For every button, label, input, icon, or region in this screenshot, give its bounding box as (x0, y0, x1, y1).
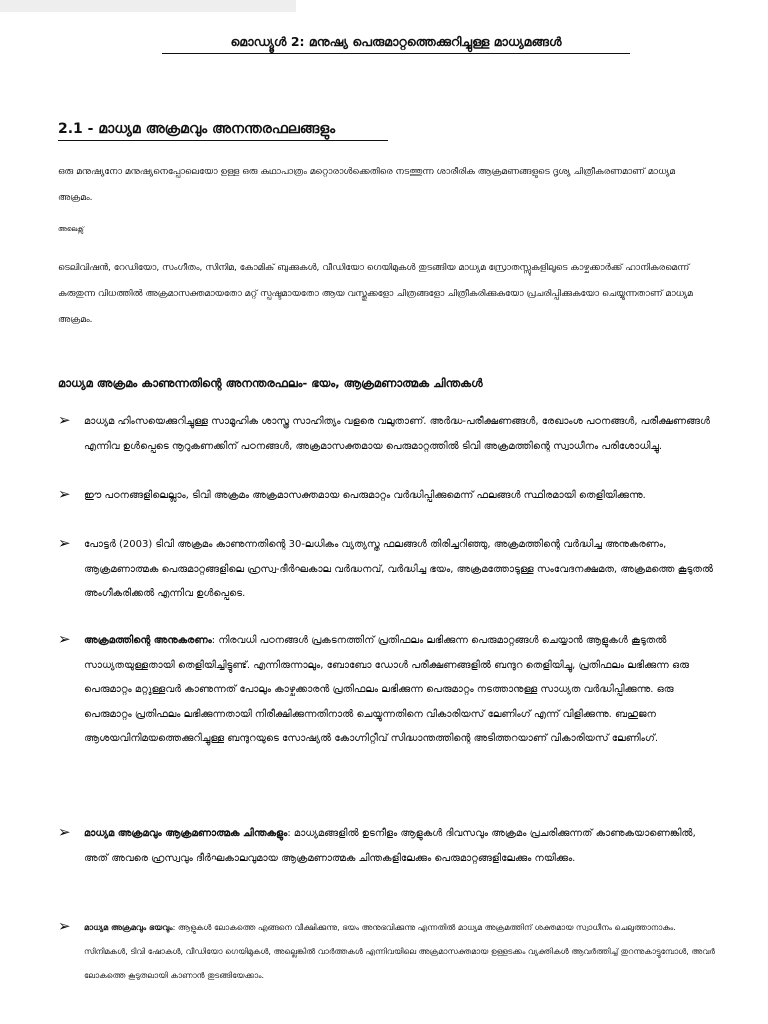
list-item (58, 533, 718, 607)
arrowhead-bullet-icon: ➢ (58, 630, 71, 648)
arrowhead-bullet-icon: ➢ (58, 917, 71, 935)
definition-paragraph: ഒരു മനുഷ്യനോ മനുഷ്യനെപ്പോലെയോ ഉള്ള ഒരു കഥാപാത്രം മറ്റൊരാൾക്കെതിരെ നടത്തുന്ന ശാരീരിക ആക്രമണങ്ങളുടെ ദൃശ്യ ചിത്രീകരണമാണ് മാധ്യമ അക്രമം. (58, 167, 676, 203)
top-left-toolbar-strip (0, 0, 296, 12)
module-title: മൊഡ്യൂൾ 2: മനുഷ്യ പെരുമാറ്റത്തെക്കുറിച്ചുള്ള മാധ്യമങ്ങൾ (162, 34, 630, 54)
list-item (58, 629, 718, 752)
bullet-text: : ആളുകൾ ലോകത്തെ എങ്ങനെ വീക്ഷിക്കുന്നു, ഭയം അനുഭവിക്കുന്നു എന്നതിൽ മാധ്യമ അക്രമത്തിന് ശക്തമായ സ്വാധീനം ചെലുത്താനാകും. സിനിമകൾ, ടിവി ഷോകൾ, വീഡിയോ ഗെയിമുകൾ, അല്ലെങ്കിൽ വാർത്തകൾ എന്നിവയിലെ അക്രമാസക്തമായ ഉള്ളടക്കം വ്യക്തികൾ ആവർത്തിച്ച് തുറന്നുകാട്ടുമ്പോൾ, അവർ ലോകത്തെ കൂടുതലായി കാണാൻ തുടങ്ങിയേക്കാം. (84, 923, 715, 980)
bullet-label: അക്രമത്തിന്റെ അനുകരണം (84, 635, 212, 646)
bullet-text: : മാധ്യമങ്ങളിൽ ഉടനീളം ആളുകൾ ദിവസവും അക്രമം പ്രചരിക്കുന്നത് കാണുകയാണെങ്കിൽ, അത് അവരെ ഹ്രസ്വവും ദീർഘകാലവുമായ ആക്രമണാത്മക ചിന്തകളിലേക്കും പെരുമാറ്റങ്ങളിലേക്കും നയിക്കും. (84, 828, 696, 864)
list-item (58, 410, 718, 459)
arrowhead-bullet-icon: ➢ (58, 534, 71, 552)
arrowhead-bullet-icon: ➢ (58, 823, 71, 841)
list-item (58, 916, 718, 988)
arrowhead-bullet-icon: ➢ (58, 411, 71, 429)
arrowhead-bullet-icon: ➢ (58, 485, 71, 503)
section-heading: 2.1 - മാധ്യമ അക്രമവും അനന്തരഫലങ്ങളും (58, 121, 388, 141)
bullet-text: പോട്ടർ (2003) ടിവി അക്രമം കാണുന്നതിന്റെ 30-ലധികം വ്യത്യസ്ത ഫലങ്ങൾ തിരിച്ചറിഞ്ഞു, അക്രമത്തിന്റെ വർദ്ധിച്ച അനുകരണം, ആക്രമണാത്മക പെരുമാറ്റങ്ങളിലെ ഹ്രസ്വ-ദീർഘകാല വർദ്ധനവ്, വർദ്ധിച്ച ഭയം, അക്രമത്തോടുള്ള സംവേദനക്ഷമത, അക്രമത്തെ കൂടുതൽ അംഗീകരിക്കൽ എന്നിവ ഉൾപ്പെടെ. (84, 539, 714, 599)
bullet-text: ഈ പഠനങ്ങളിലെല്ലാം, ടിവി അക്രമം അക്രമാസക്തമായ പെരുമാറ്റം വർദ്ധിപ്പിക്കുമെന്ന് ഫലങ്ങൾ സ്ഥിരമായി തെളിയിക്കുന്നു. (84, 490, 646, 501)
consequences-subheading: മാധ്യമ അക്രമം കാണുന്നതിന്റെ അനന്തരഫലം- ഭയം, ആക്രമണാത്മക ചിന്തകൾ (58, 376, 483, 390)
list-item (58, 484, 718, 509)
bullet-label: മാധ്യമ അക്രമവും ഭയവും (84, 923, 173, 932)
list-item (58, 822, 718, 871)
description-paragraph: ടെലിവിഷൻ, റേഡിയോ, സംഗീതം, സിനിമ, കോമിക് ബുക്കുകൾ, വീഡിയോ ഗെയിമുകൾ തുടങ്ങിയ മാധ്യമ സ്രോതസ്സുകളിലൂടെ കാഴ്ചക്കാർക്ക് ഹാനികരമെന്ന് കരുതുന്ന വിധത്തിൽ അക്രമാസക്തമായതോ മറ്റ് സ്പഷ്ടമായതോ ആയ വസ്തുക്കളോ ചിത്രങ്ങളോ ചിത്രീകരിക്കുകയോ പ്രചരിപ്പിക്കുകയോ ചെയ്യുന്നതാണ് മാധ്യമ അക്രമം. (58, 263, 693, 325)
bullet-text: മാധ്യമ ഹിംസയെക്കുറിച്ചുള്ള സാമൂഹിക ശാസ്ത്ര സാഹിത്യം വളരെ വലുതാണ്. അർദ്ധ-പരീക്ഷണങ്ങൾ, രേഖാംശ പഠനങ്ങൾ, പരീക്ഷണങ്ങൾ എന്നിവ ഉൾപ്പെടെ നൂറുകണക്കിന് പഠനങ്ങൾ, അക്രമാസക്തമായ പെരുമാറ്റത്തിൽ ടിവി അക്രമത്തിന്റെ സ്വാധീനം പരിശോധിച്ചു. (84, 416, 711, 452)
author-attribution: അലെക്സ് (58, 225, 84, 233)
bullet-label: മാധ്യമ അക്രമവും ആക്രമണാത്മക ചിന്തകളും (84, 828, 288, 839)
bullet-text: : നിരവധി പഠനങ്ങൾ പ്രകടനത്തിന് പ്രതിഫലം ലഭിക്കുന്ന പെരുമാറ്റങ്ങൾ ചെയ്യാൻ ആളുകൾ കൂടുതൽ സാധ്യതയുള്ളതായി തെളിയിച്ചിട്ടുണ്ട്. എന്നിരുന്നാലും, ബോബോ ഡോൾ പരീക്ഷണങ്ങളിൽ ബന്ദുറ തെളിയിച്ചു, പ്രതിഫലം ലഭിക്കുന്ന ഒരു പെരുമാറ്റം മറ്റുള്ളവർ കാണുന്നത് പോലും കാഴ്ചക്കാരൻ പ്രതിഫലം ലഭിക്കുന്ന പെരുമാറ്റം നടത്താനുള്ള സാധ്യത വർദ്ധിപ്പിക്കുന്നു. ഒരു പെരുമാറ്റം പ്രതിഫലം ലഭിക്കുന്നതായി നിരീക്ഷിക്കുന്നതിനാൽ ചെയ്യുന്നതിനെ വികാരിയസ് ലേണിംഗ് എന്ന് വിളിക്കുന്നു. ബഹുജന ആശയവിനിമയത്തെക്കുറിച്ചുള്ള ബന്ദുറയുടെ സോഷ്യൽ കോഗ്നിറ്റീവ് സിദ്ധാന്തത്തിന്റെ അടിത്തറയാണ് വികാരിയസ് ലേണിംഗ്. (84, 635, 689, 744)
